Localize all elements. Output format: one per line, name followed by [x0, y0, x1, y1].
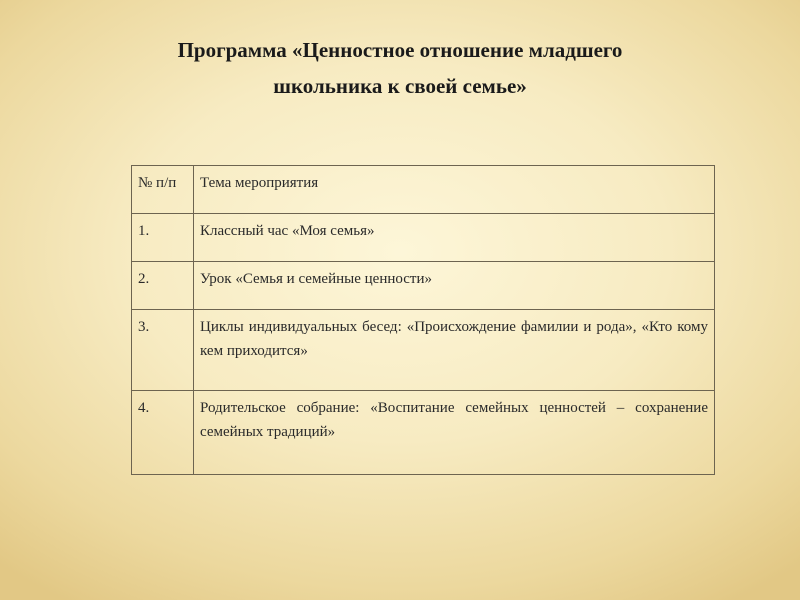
row-num-cell: 2. — [132, 262, 194, 310]
title-line-1: Программа «Ценностное отношение младшего — [177, 38, 623, 62]
table-row — [132, 391, 715, 475]
row-topic-cell: Родительское собрание: «Воспитание семейных ценностей – сохранение семейных традиций» — [194, 391, 715, 475]
table-row — [132, 214, 715, 262]
title-line-2: школьника к своей семье» — [273, 74, 527, 98]
table-row — [132, 262, 715, 310]
row-num-cell: 1. — [132, 214, 194, 262]
row-topic-cell: Урок «Семья и семейные ценности» — [194, 262, 715, 310]
row-num-cell: 3. — [132, 310, 194, 391]
events-table — [131, 165, 715, 475]
header-topic-cell: Тема мероприятия — [194, 166, 715, 214]
table-header-row — [132, 166, 715, 214]
row-num-cell: 4. — [132, 391, 194, 475]
page-title — [80, 32, 720, 104]
table-row — [132, 310, 715, 391]
row-topic-cell: Классный час «Моя семья» — [194, 214, 715, 262]
header-num-cell: № п/п — [132, 166, 194, 214]
row-topic-cell: Циклы индивидуальных бесед: «Происхождение фамилии и рода», «Кто кому кем приходится» — [194, 310, 715, 391]
